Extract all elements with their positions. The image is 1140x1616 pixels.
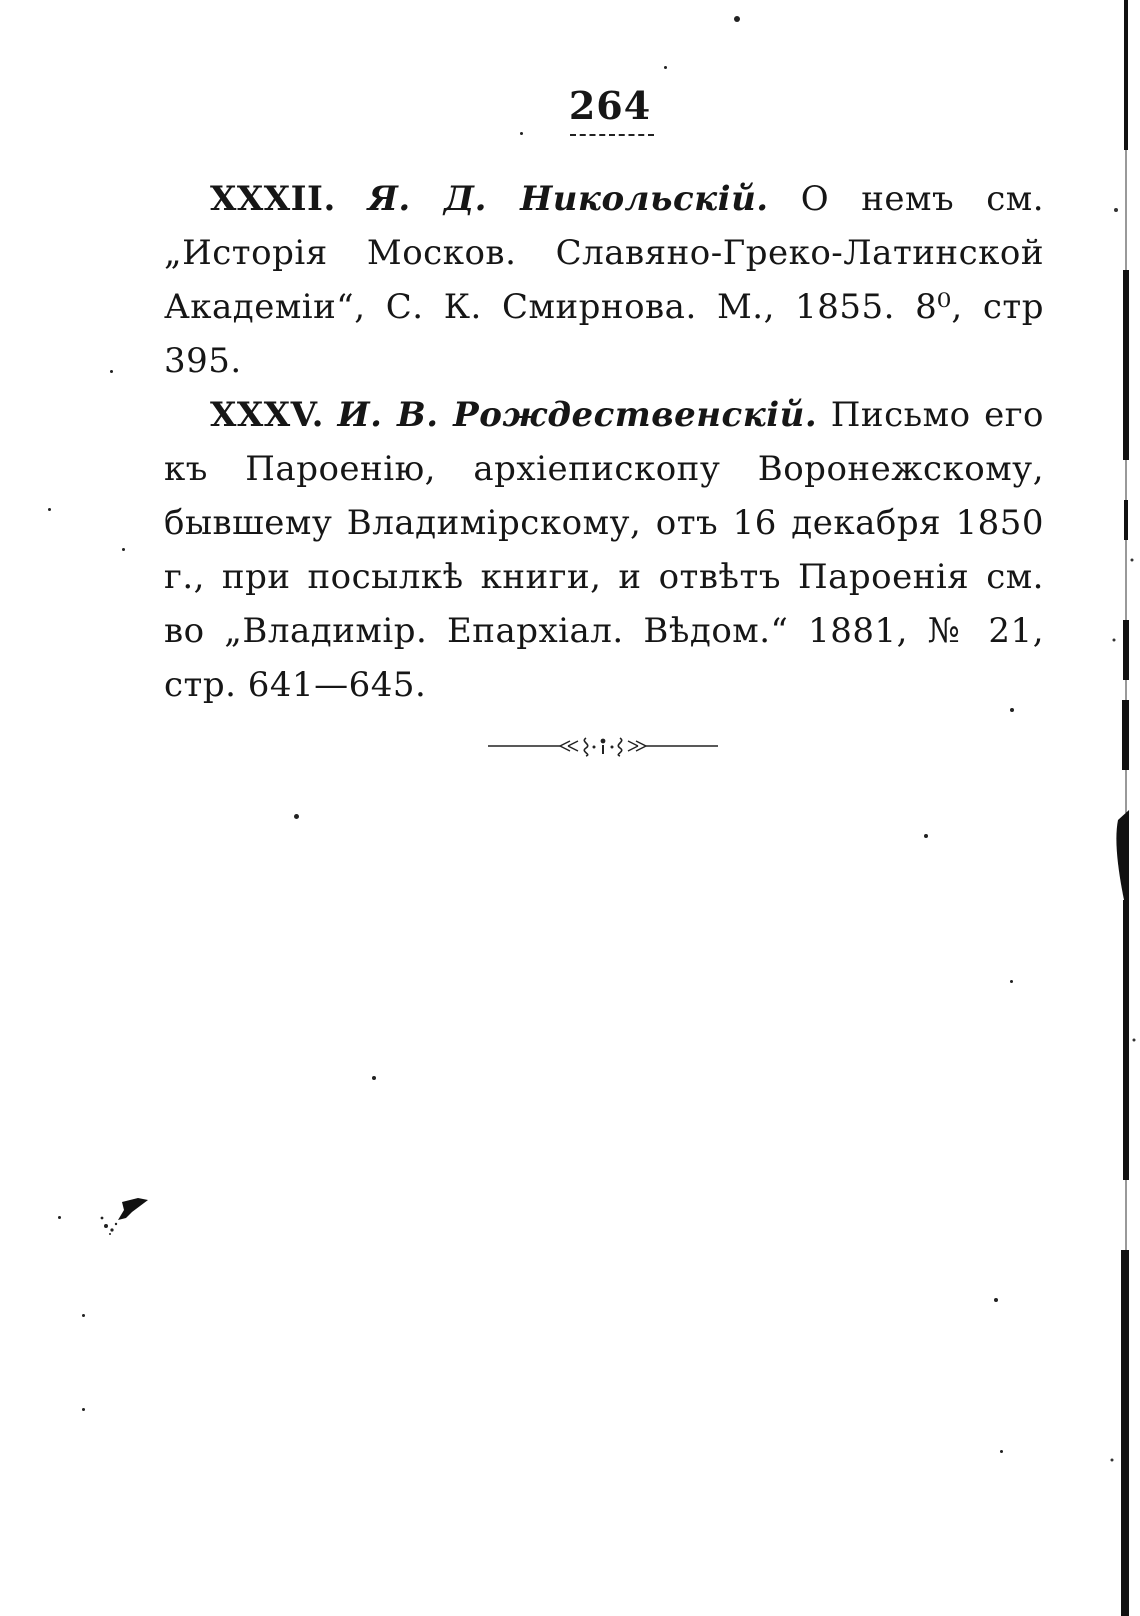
entry-person-name: И. В. Рождественскій. — [337, 395, 818, 435]
scan-speck — [82, 1314, 85, 1317]
scan-speck — [924, 834, 928, 838]
scan-speck — [82, 1408, 85, 1411]
fleuron-divider-icon — [488, 734, 718, 758]
scan-speck — [48, 508, 51, 511]
scan-speck — [58, 1216, 61, 1219]
scan-speck — [664, 66, 667, 69]
page-number-underline — [570, 134, 654, 136]
scan-edge-border — [1088, 0, 1140, 1616]
scan-speck — [734, 16, 740, 22]
scan-speck — [372, 1076, 376, 1080]
scan-speck — [1010, 708, 1014, 712]
scan-speck — [520, 132, 523, 135]
scan-speck — [294, 814, 299, 819]
entry-numeral: XXXII. — [210, 179, 336, 219]
entry-numeral: XXXV. — [210, 395, 324, 435]
scan-speck — [1000, 1450, 1003, 1453]
scan-speck — [110, 370, 113, 373]
entry-person-name: Я. Д. Никольскій. — [367, 179, 769, 219]
body-text — [164, 172, 1044, 712]
scan-speck — [122, 548, 125, 551]
ink-blot-mark — [92, 1196, 154, 1238]
page-number: 264 — [568, 83, 652, 128]
entry-xxxii — [164, 172, 1044, 388]
entry-text: О немъ см. „Исторія Москов. Славяно-Греко-Латинской Академіи“, С. К. Смирнова. М., 1855. 8⁰, стр 395. — [164, 179, 1045, 381]
scan-speck — [994, 1298, 998, 1302]
scan-speck — [1010, 980, 1013, 983]
entry-xxxv — [164, 388, 1044, 712]
entry-text: Письмо его къ Пароенію, архіепископу Воронежскому, бывшему Владимірскому, отъ 16 декабря 1850 г., при посылкѣ книги, и отвѣтъ Пароенія см. во „Владимір. Епархіал. Вѣдом.“ 1881, № 21, стр. 641—645. — [164, 395, 1045, 705]
